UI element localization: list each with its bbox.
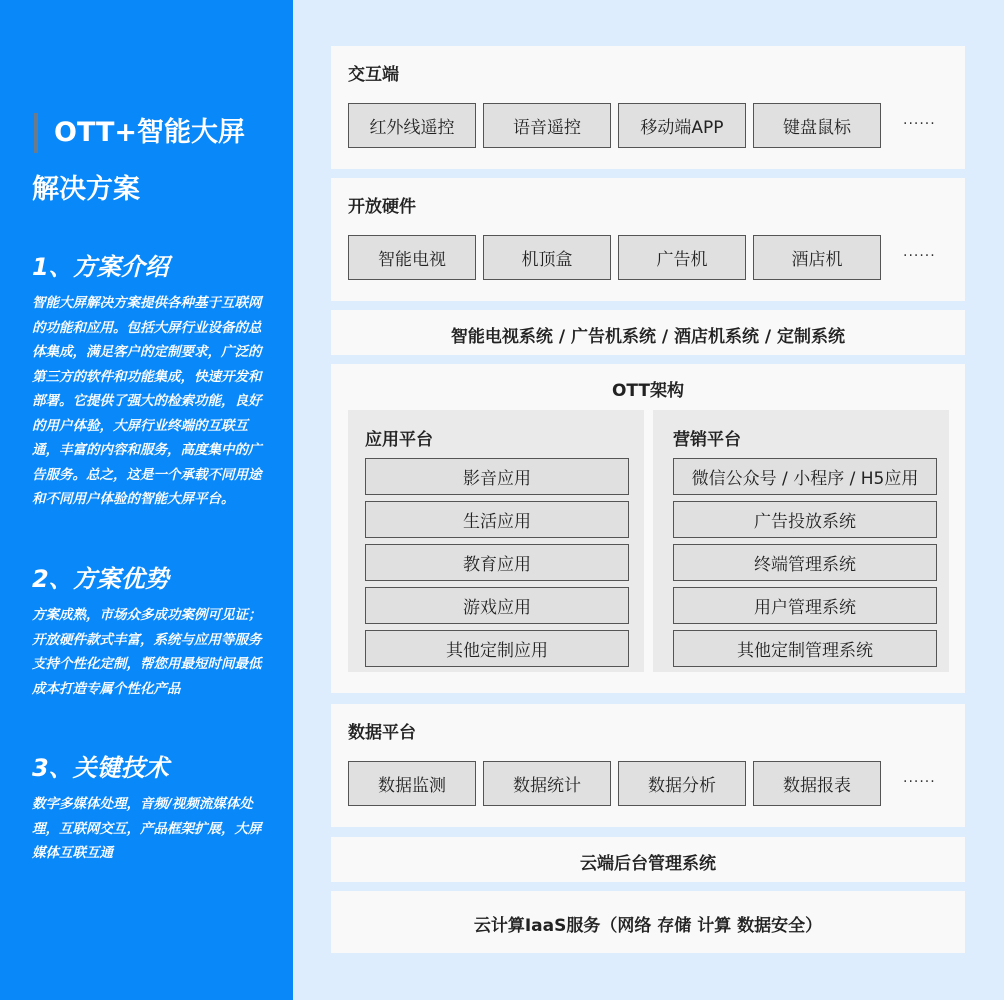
section-heading-advantages: 2、方案优势 (32, 565, 169, 593)
data-platform-item: 数据报表 (753, 761, 881, 806)
hardware-item: 酒店机 (753, 235, 881, 280)
hardware-item: 智能电视 (348, 235, 476, 280)
cloud-iaas-layer (331, 891, 965, 953)
hardware-layer (331, 178, 965, 301)
app-platform-item: 教育应用 (365, 544, 629, 581)
interaction-item: 移动端APP (618, 103, 746, 148)
cloud-admin-layer (331, 837, 965, 882)
app-platform-item: 游戏应用 (365, 587, 629, 624)
marketing-platform-item: 广告投放系统 (673, 501, 937, 538)
marketing-platform-title: 营销平台 (673, 430, 741, 450)
app-platform (348, 410, 644, 672)
interaction-item: 语音遥控 (483, 103, 611, 148)
systems-text: 智能电视系统 / 广告机系统 / 酒店机系统 / 定制系统 (450, 327, 846, 347)
cloud-iaas-text: 云计算IaaS服务（网络 存储 计算 数据安全） (473, 916, 823, 936)
sidebar (0, 0, 293, 1000)
section-body-tech: 数字多媒体处理，音频/视频流媒体处理，互联网交互，产品框架扩展，大屏媒体互联互通 (32, 796, 262, 861)
ott-architecture (331, 364, 965, 693)
section-heading-intro: 1、方案介绍 (32, 253, 169, 281)
app-platform-title: 应用平台 (365, 430, 433, 450)
app-platform-item: 其他定制应用 (365, 630, 629, 667)
hardware-item: 广告机 (618, 235, 746, 280)
data-platform-layer (331, 704, 965, 827)
title-accent-bar (34, 113, 38, 153)
page-title: OTT+智能大屏 (54, 117, 246, 148)
interaction-item: 红外线遥控 (348, 103, 476, 148)
cloud-admin-text: 云端后台管理系统 (580, 854, 716, 874)
app-platform-item: 影音应用 (365, 458, 629, 495)
ott-title: OTT架构 (611, 381, 685, 401)
section-heading-tech: 3、关键技术 (32, 754, 169, 782)
marketing-platform-item: 其他定制管理系统 (673, 630, 937, 667)
data-platform-item: 数据统计 (483, 761, 611, 806)
data-platform-item: 数据分析 (618, 761, 746, 806)
app-platform-item: 生活应用 (365, 501, 629, 538)
marketing-platform-item: 终端管理系统 (673, 544, 937, 581)
interaction-layer (331, 46, 965, 169)
data-platform-title: 数据平台 (348, 723, 416, 743)
interaction-item: 键盘鼠标 (753, 103, 881, 148)
marketing-platform-item: 微信公众号 / 小程序 / H5应用 (673, 458, 937, 495)
more-ellipsis: ······ (903, 248, 936, 264)
hardware-item: 机顶盒 (483, 235, 611, 280)
hardware-layer-title: 开放硬件 (348, 197, 416, 217)
section-body-intro: 智能大屏解决方案提供各种基于互联网的功能和应用。包括大屏行业设备的总体集成，满足客户的定制要求，广泛的第三方的软件和功能集成，快速开发和部署。它提供了强大的检索功能，良好的用户体验，大屏行业终端的互联互通，丰富的内容和服务，高度集中的广告服务。总之，这是一个承载不同用途和不同用户体验的智能大屏平台。 (32, 295, 262, 507)
marketing-platform (653, 410, 949, 672)
data-platform-item: 数据监测 (348, 761, 476, 806)
systems-layer (331, 310, 965, 355)
more-ellipsis: ······ (903, 774, 936, 790)
interaction-layer-title: 交互端 (348, 65, 399, 85)
section-body-advantages: 方案成熟，市场众多成功案例可见证；开放硬件款式丰富，系统与应用等服务支持个性化定制，帮您用最短时间最低成本打造专属个性化产品 (32, 607, 262, 697)
more-ellipsis: ······ (903, 116, 936, 132)
page-subtitle: 解决方案 (32, 174, 140, 205)
marketing-platform-item: 用户管理系统 (673, 587, 937, 624)
